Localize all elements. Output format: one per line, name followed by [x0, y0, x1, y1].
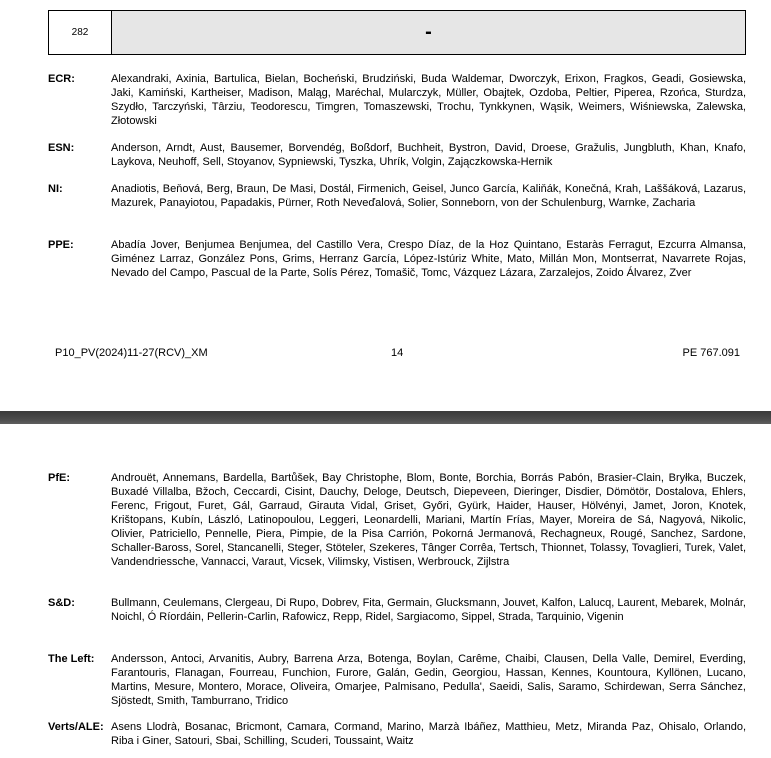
group-ecr [48, 72, 746, 128]
group-members: Anadiotis, Beňová, Berg, Braun, De Masi, Dostál, Firmenich, Geisel, Junco García, Kaliňák, Konečná, Krah, Laššáková, Lazarus, Mazurek, Panayiotou, Papadakis, Pürner, Roth Neveďalová, Solier, Sonneborn, von der Schulenburg, Warnke, Zacharia [111, 183, 746, 209]
group-name: PPE: [48, 239, 74, 251]
page-separator [0, 411, 771, 424]
group-members: Androuët, Annemans, Bardella, Bartůšek, Bay Christophe, Blom, Bonte, Borchia, Borrás Pabón, Brasier-Clain, Bryłka, Buczek, Buxadé Villalba, Bžoch, Ceccardi, Cisint, Dauchy, Deloge, Deutsch, Diepeveen, Dieringer, Disdier, Dömötör, Dostalova, Ehlers, Ferenc, Frigout, Furet, Gál, Garraud, Girauta Vidal, Griset, Győri, Gyürk, Haider, Hauser, Hölvényi, Jamet, Joron, Knotek, Krištopans, Kubín, László, Latinopoulou, Leggeri, Leonardelli, Mariani, Martín Frías, Mayer, Moreira de Sá, Nagyová, Nikolic, Olivier, Patriciello, Pennelle, Piera, Pimpie, de la Pisa Carrión, Pokorná Jermanová, Rechagneux, Rougé, Sanchez, Sardone, Schaller-Baross, Sorel, Stancanelli, Steger, Stöteler, Szekeres, Tânger Corrêa, Tertsch, Thionnet, Tolassy, Tovaglieri, Turek, Valet, Vandendriessche, Vannacci, Varaut, Vicsek, Vilimsky, Vistisen, Werbrouck, Zijlstra [111, 472, 746, 568]
page-footer [55, 347, 740, 361]
footer-pe-number: PE 767.091 [682, 347, 740, 359]
group-name: NI: [48, 183, 63, 195]
group-members: Bullmann, Ceulemans, Clergeau, Di Rupo, Dobrev, Fita, Germain, Glucksmann, Jouvet, Kalfon, Lalucq, Laurent, Mebarek, Molnár, Noichl, Ó Ríordáin, Pellerin-Carlin, Rafowicz, Repp, Ridel, Sargiacomo, Sippel, Strada, Tarquinio, Vigenin [111, 597, 746, 623]
group-sd [48, 596, 746, 624]
group-ni [48, 182, 746, 210]
group-members: Abadía Jover, Benjumea Benjumea, del Castillo Vera, Crespo Díaz, de la Hoz Quintano, Estaràs Ferragut, Ezcurra Almansa, Giménez Larraz, González Pons, Grims, Herranz García, López-Istúriz White, Mato, Millán Mon, Montserrat, Navarrete Rojas, Nevado del Campo, Pascual de la Parte, Solís Pérez, Tomašič, Tomc, Vázquez Lázara, Zarzalejos, Zoido Álvarez, Zver [111, 239, 746, 279]
group-members: Anderson, Arndt, Aust, Bausemer, Borvendég, Boßdorf, Buchheit, Bystron, David, Droese, Gražulis, Jungbluth, Khan, Knafo, Laykova, Neuhoff, Sell, Stoyanov, Sypniewski, Tyszka, Uhrík, Volgin, Zajączkowska-Hernik [111, 142, 746, 168]
group-name: ESN: [48, 142, 75, 154]
footer-page-number: 14 [391, 347, 404, 359]
group-esn [48, 141, 746, 169]
group-the-left [48, 652, 746, 708]
group-members: Asens Llodrà, Bosanac, Bricmont, Camara, Cormand, Marino, Marzà Ibáñez, Matthieu, Metz, Miranda Paz, Ohisalo, Orlando, Riba i Giner, Satouri, Sbai, Schilling, Scuderi, Toussaint, Waitz [111, 721, 746, 747]
footer-document-ref: P10_PV(2024)11-27(RCV)_XM [55, 347, 208, 359]
group-verts-ale [48, 720, 746, 748]
group-name: ECR: [48, 73, 75, 85]
group-name: Verts/ALE: [48, 721, 104, 733]
vote-header-box [48, 10, 746, 55]
vote-number: 282 [49, 11, 112, 54]
group-name: S&D: [48, 597, 75, 609]
group-members: Andersson, Antoci, Arvanitis, Aubry, Barrena Arza, Botenga, Boylan, Carême, Chaibi, Clausen, Della Valle, Demirel, Everding, Farantouris, Flanagan, Fourreau, Funchion, Furore, Galán, Gedin, Georgiou, Hassan, Kennes, Kountoura, Kyllönen, Lucano, Martins, Mesure, Montero, Morace, Oliveira, Omarjee, Palmisano, Pedulla', Saeidi, Salis, Saramo, Schirdewan, Serra Sánchez, Sjöstedt, Smith, Tamburrano, Tridico [111, 653, 746, 707]
group-pfe [48, 471, 746, 569]
vote-result: - [112, 11, 745, 54]
group-members: Alexandraki, Axinia, Bartulica, Bielan, Bocheński, Brudziński, Buda Waldemar, Dworczyk, Erixon, Fragkos, Geadi, Gosiewska, Jaki, Kamiński, Kartheiser, Madison, Maląg, Maréchal, Mularczyk, Müller, Obajtek, Ozdoba, Peltier, Piperea, Rzońca, Sturdza, Szydło, Tarczyński, Târziu, Teodorescu, Timgren, Tomaszewski, Trochu, Tynkkynen, Wąsik, Weimers, Wiśniewska, Zalewska, Złotowski [111, 73, 746, 127]
group-ppe [48, 238, 746, 280]
group-name: The Left: [48, 653, 95, 665]
group-name: PfE: [48, 472, 70, 484]
